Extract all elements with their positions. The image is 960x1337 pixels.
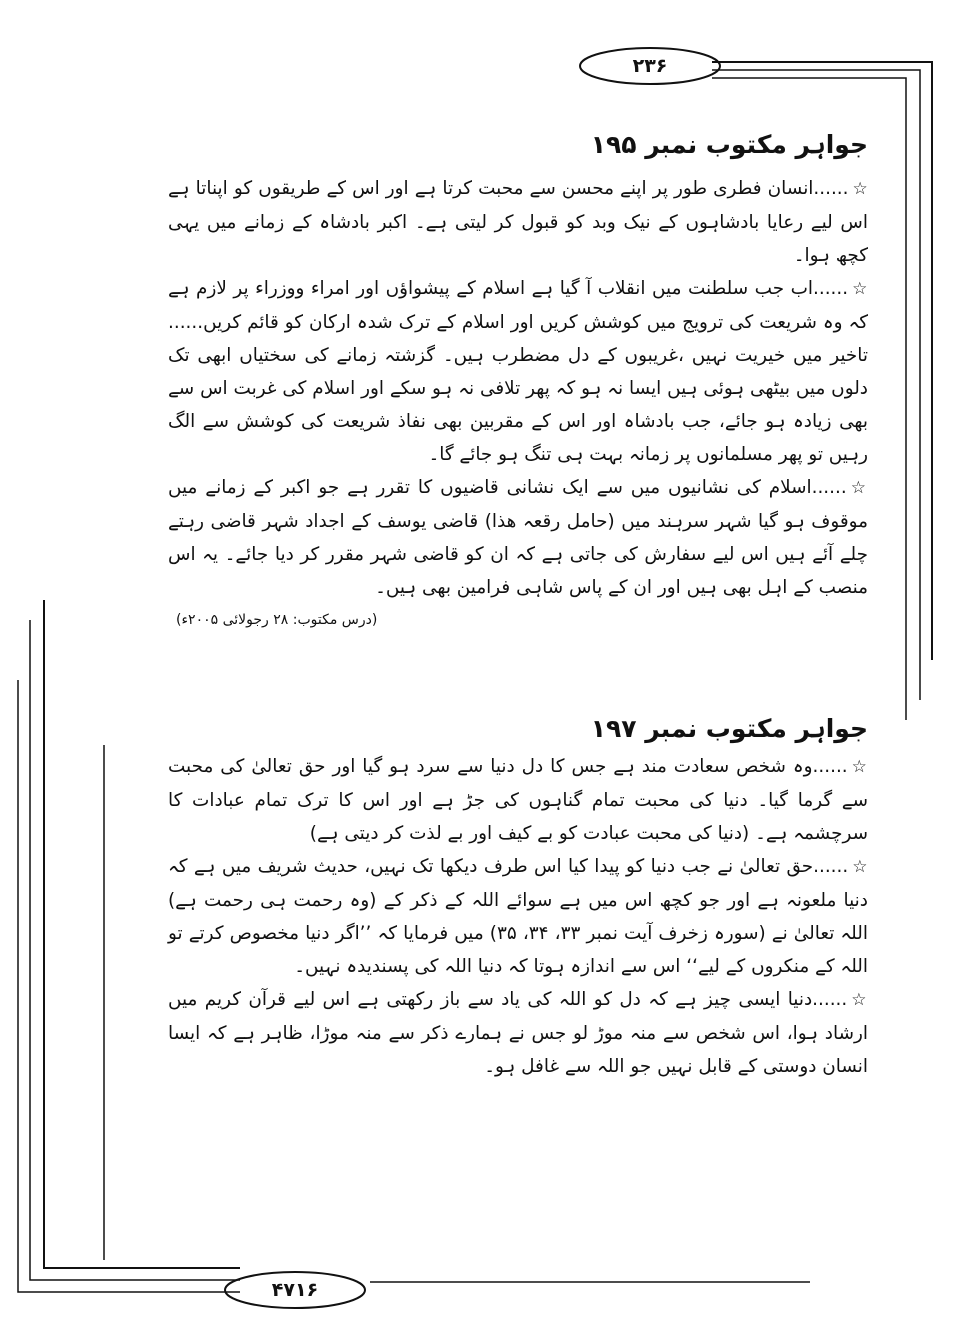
paragraph xyxy=(168,750,868,850)
paragraph-text: ......اسلام کی نشانیوں میں سے ایک نشانی قاضیوں کا تقرر ہے جو اکبر کے زمانے میں موقوف ہو گیا شہر سرہند میں (حامل رقعہ ھذا) قاضی یوسف کے اجداد شہر قاضی رہتے چلے آئے ہیں اس لیے سفارش کی جاتی ہے کہ ان کو قاضی شہر مقرر کر دیا جائے۔ یہ اس منصب کے اہل بھی ہیں اور ان کے پاس شاہی فرامین بھی ہیں۔ xyxy=(168,477,868,598)
paragraph xyxy=(168,471,868,628)
lesson-reference: (درس مکتوب: ۲۸ رجولائی ۲۰۰۵ء) xyxy=(176,612,378,628)
star-icon: ☆ xyxy=(852,279,868,299)
section-heading: جواہر مکتوب نمبر ۱۹۷ xyxy=(590,714,868,743)
star-icon: ☆ xyxy=(851,990,868,1010)
paragraph xyxy=(168,850,868,983)
section-197 xyxy=(168,712,868,1083)
section-195 xyxy=(168,128,868,637)
page-number-top: ۲۳۶ xyxy=(632,55,668,77)
paragraph xyxy=(168,172,868,272)
section-heading: جواہر مکتوب نمبر ۱۹۵ xyxy=(590,130,868,159)
star-icon: ☆ xyxy=(851,757,868,777)
paragraph-text: ......وہ شخص سعادت مند ہے جس کا دل دنیا سے سرد ہو گیا اور حق تعالیٰ کی محبت سے گرما گیا۔ دنیا کی محبت تمام گناہوں کی جڑ ہے اور اس کا ترک تمام عبادات کا سرچشمہ ہے۔ (دنیا کی محبت عبادت کو بے کیف اور بے لذت کر دیتی ہے) xyxy=(168,756,868,844)
paragraph-text: ......انسان فطری طور پر اپنے محسن سے محبت کرتا ہے اور اس کے طریقوں کو اپناتا ہے اس لیے رعایا بادشاہوں کے نیک وبد کو قبول کر لیتی ہے۔ اکبر بادشاہ کے زمانے میں یہی کچھ ہوا۔ xyxy=(168,178,868,266)
paragraph xyxy=(168,983,868,1083)
page-number-bottom: ۴۷۱۶ xyxy=(271,1279,319,1301)
star-icon: ☆ xyxy=(850,478,868,498)
paragraph-text: ......حق تعالیٰ نے جب دنیا کو پیدا کیا اس طرف دیکھا تک نہیں، حدیث شریف میں ہے کہ دنیا ملعونہ ہے اور جو کچھ اس میں ہے سوائے اللہ کے ذکر کے (وہ رحمت ہی رحمت ہے) اللہ تعالیٰ نے (سورہ زخرف آیت نمبر ۳۳، ۳۴، ۳۵) میں فرمایا کہ ’’اگر دنیا مخصوص کرتے تو اللہ کے منکروں کے لیے‘‘ اس سے اندازہ ہوتا کہ دنیا اللہ کی پسندیدہ نہیں۔ xyxy=(168,856,868,977)
paragraph xyxy=(168,272,868,471)
paragraph-text: ......دنیا ایسی چیز ہے کہ دل کو اللہ کی یاد سے باز رکھتی ہے اس لیے قرآن کریم میں ارشاد ہوا، اس شخص سے منہ موڑ لو جس نے ہمارے ذکر سے منہ موڑا، ظاہر ہے کہ ایسا انسان دوستی کے قابل نہیں جو اللہ سے غافل ہو۔ xyxy=(168,989,868,1077)
paragraph-text: ......اب جب سلطنت میں انقلاب آ گیا ہے اسلام کے پیشواؤں اور امراء ووزراء پر لازم ہے کہ وہ شریعت کی ترویج میں کوشش کریں اور اسلام کے ترک شدہ ارکان کو قائم کریں...... تاخیر میں خیریت نہیں ،غریبوں کے دل مضطرب ہیں۔ گزشتہ زمانے کی سختیاں ابھی تک دلوں میں بیٹھی ہوئی ہیں ایسا نہ ہو کہ پھر تلافی نہ ہو سکے اور اسلام کی غربت اس سے بھی زیادہ ہو جائے، جب بادشاہ اور اس کے مقربین بھی نفاذ شریعت کی کوشش سے الگ رہیں تو پھر مسلمانوں پر زمانہ بہت ہی تنگ ہو جائے گا۔ xyxy=(168,278,868,465)
star-icon: ☆ xyxy=(852,857,868,877)
star-icon: ☆ xyxy=(852,179,868,199)
